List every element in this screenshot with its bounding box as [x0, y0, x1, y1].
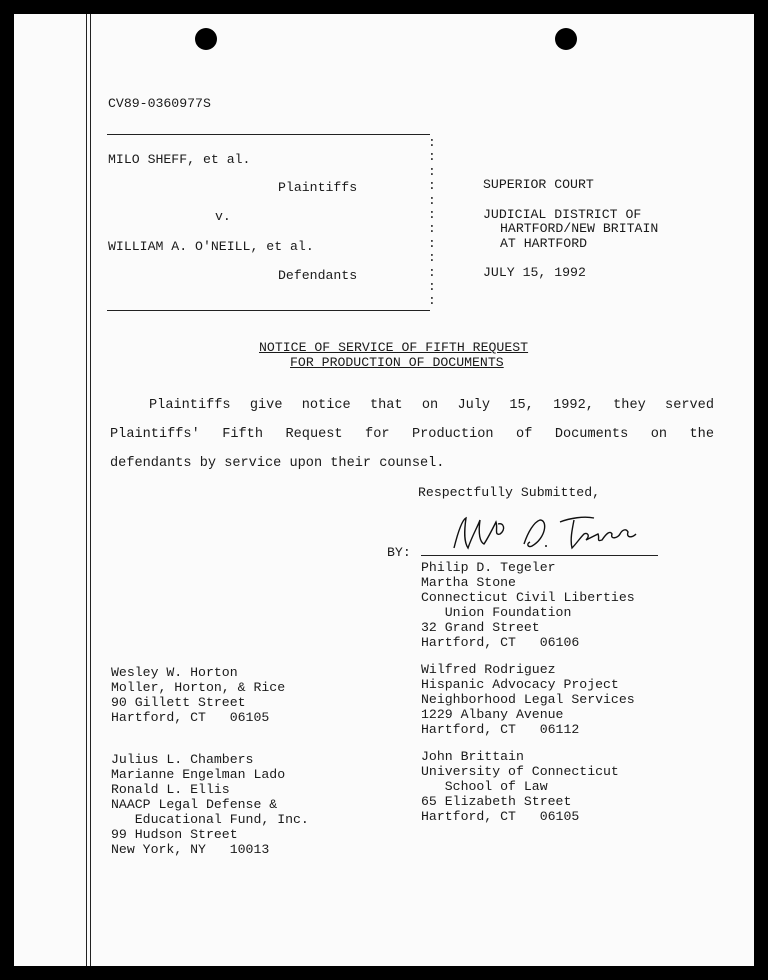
filing-date: JULY 15, 1992 — [483, 265, 586, 280]
signature-line — [421, 555, 658, 556]
court-district-line3: AT HARTFORD — [500, 236, 588, 251]
document-title-line2: FOR PRODUCTION OF DOCUMENTS — [290, 355, 504, 370]
counsel-block-left-2: Julius L. Chambers Marianne Engelman Lado Ronald L. Ellis NAACP Legal Defense & Educational Fund, Inc. 99 Hudson Street New York, NY 10013 — [111, 752, 309, 857]
margin-rule — [90, 14, 91, 966]
plaintiff-role: Plaintiffs — [278, 180, 358, 195]
counsel-block-left-1: Wesley W. Horton Moller, Horton, & Rice 90 Gillett Street Hartford, CT 06105 — [111, 665, 286, 725]
caption-rule-top — [107, 134, 430, 135]
defendant-name: WILLIAM A. O'NEILL, et al. — [108, 239, 314, 254]
closing-text: Respectfully Submitted, — [418, 485, 601, 500]
court-district-line1: JUDICIAL DISTRICT OF — [483, 207, 642, 222]
counsel-block-right-2: Wilfred Rodriguez Hispanic Advocacy Project Neighborhood Legal Services 1229 Albany Avenue Hartford, CT 06112 — [421, 662, 635, 737]
document-page — [14, 14, 754, 966]
versus-label: v. — [215, 209, 231, 224]
caption-rule-bottom — [107, 310, 430, 311]
by-label: BY: — [387, 545, 411, 560]
punch-hole-right — [555, 28, 577, 50]
caption-colon-column: : : : : : : : : : : : : — [428, 135, 436, 309]
court-name: SUPERIOR COURT — [483, 177, 594, 192]
counsel-block-right-3: John Brittain University of Connecticut School of Law 65 Elizabeth Street Hartford, CT 06105 — [421, 749, 619, 824]
counsel-block-right-1: Philip D. Tegeler Martha Stone Connecticut Civil Liberties Union Foundation 32 Grand Street Hartford, CT 06106 — [421, 560, 635, 650]
margin-rule — [86, 14, 87, 966]
body-line-1: Plaintiffs give notice that on July 15, 1992, they served — [149, 398, 714, 413]
signature — [414, 508, 674, 558]
body-line-2: Plaintiffs' Fifth Request for Production of Documents on the — [110, 427, 714, 442]
document-title-line1: NOTICE OF SERVICE OF FIFTH REQUEST — [259, 340, 529, 355]
plaintiff-name: MILO SHEFF, et al. — [108, 152, 251, 167]
court-district-line2: HARTFORD/NEW BRITAIN — [500, 221, 659, 236]
punch-hole-left — [195, 28, 217, 50]
defendant-role: Defendants — [278, 268, 358, 283]
docket-number: CV89-0360977S — [108, 96, 211, 111]
body-line-3: defendants by service upon their counsel. — [110, 456, 445, 471]
